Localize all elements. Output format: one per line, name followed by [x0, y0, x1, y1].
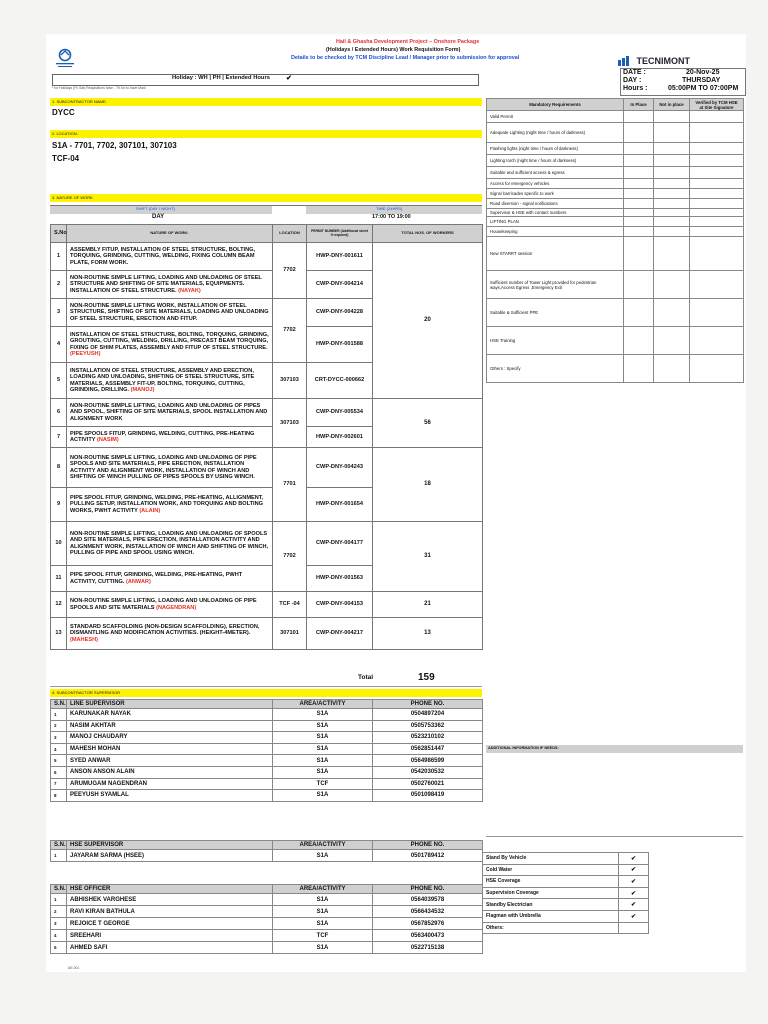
row-no: 10: [51, 522, 67, 566]
requirements-table: [486, 98, 744, 383]
shift-value: DAY: [152, 214, 165, 220]
requirement-label: Access for emergency vehicles: [487, 179, 624, 189]
requirement-label: Adequate Lighting (night time / hours of darkness): [487, 123, 624, 143]
day-label: DAY :: [623, 77, 642, 84]
date-label: DATE :: [623, 69, 646, 76]
work-location: 7702: [273, 243, 307, 299]
person-name: MANOJ CHAUDARY: [67, 732, 273, 744]
not-in-place-cell[interactable]: [654, 199, 690, 209]
table-row: [51, 755, 483, 767]
verified-cell[interactable]: [690, 143, 744, 155]
table-row: [51, 743, 483, 755]
subcontractor-value: DYCC: [52, 108, 75, 117]
checklist-label: Stand By Vehicle: [483, 853, 619, 865]
work-desc: ASSEMBLY FITUP, INSTALLATION OF STEEL STRUCTURE, BOLTING, TORQUING, GRINDING, CUTTING, WELDING, FIXING COLUMN BEAM PLATE, FORM WORK.: [67, 243, 273, 271]
area-activity: S1A: [273, 709, 373, 721]
nature-label: 3. NATURE OF WORK: [52, 195, 93, 200]
work-desc: NON-ROUTINE SIMPLE LIFTING WORK, INSTALLATION OF STEEL STRUCTURE, SHIFTING OF SITE MATERIALS, LOADING AND UNLOADING OF STEEL STRUCTURE, ERECTION AND FITUP.: [67, 299, 273, 327]
row-no: 1: [51, 243, 67, 271]
additional-info-area: [486, 753, 743, 837]
person-name: SYED ANWAR: [67, 755, 273, 767]
checklist-label: Standby Electrician: [483, 899, 619, 911]
not-in-place-cell[interactable]: [654, 189, 690, 199]
area-activity: TCF: [273, 930, 373, 942]
checklist-row: [483, 899, 649, 911]
area-activity: S1A: [273, 755, 373, 767]
extended-hours-check: ✔: [286, 75, 292, 82]
work-desc: PIPE SPOOL FITUP, GRINDING, WELDING, PRE-HEATING, ALLIGNMENT, PULLING SETUP, INSTALLATION WORK, AND TORQUING AND BOLTING WORKS, PWHT ACTIVITY (ALAIN): [67, 488, 273, 522]
row-sn: 1: [51, 850, 67, 862]
row-sn: 3: [51, 918, 67, 930]
holiday-footnote: * for Holidays (Fri Sat) Requisitions have - TK for to have Mark: [52, 86, 146, 90]
table-row: [51, 918, 483, 930]
total-value: 159: [418, 672, 435, 683]
in-place-cell[interactable]: [624, 189, 654, 199]
in-place-cell[interactable]: [624, 217, 654, 227]
phone-number: 0566434532: [373, 906, 483, 918]
col-area: AREA/ACTIVITY: [273, 885, 373, 894]
checklist-row: [483, 864, 649, 876]
not-in-place-cell[interactable]: [654, 217, 690, 227]
col-workers: TOTAL NOS. OF WORKERS: [373, 225, 483, 243]
in-place-cell[interactable]: [624, 143, 654, 155]
verified-cell[interactable]: [690, 199, 744, 209]
work-requisition-form: [46, 34, 746, 972]
table-row: [51, 766, 483, 778]
row-no: 2: [51, 271, 67, 299]
in-place-cell[interactable]: [624, 227, 654, 237]
verified-cell[interactable]: [690, 217, 744, 227]
hse-supervisor-table: [50, 840, 483, 862]
area-activity: S1A: [273, 906, 373, 918]
row-sn: 4: [51, 930, 67, 942]
person-name: ARUMUGAM NAGENDRAN: [67, 778, 273, 790]
row-sn: 4: [51, 743, 67, 755]
checklist-check[interactable]: [619, 922, 649, 934]
requirement-label: Signs/ barricades specific to work: [487, 189, 624, 199]
col-location: LOCATION: [273, 225, 307, 243]
phone-number: 0542030532: [373, 766, 483, 778]
not-in-place-cell[interactable]: [654, 227, 690, 237]
col-nature: NATURE OF WORK:: [67, 225, 273, 243]
row-sn: 3: [51, 732, 67, 744]
checklist-row: [483, 853, 649, 865]
in-place-cell[interactable]: [624, 123, 654, 143]
area-activity: S1A: [273, 732, 373, 744]
requirement-row: [487, 155, 744, 167]
in-place-cell[interactable]: [624, 237, 654, 271]
requirement-row: [487, 217, 744, 227]
not-in-place-cell[interactable]: [654, 209, 690, 217]
requirement-row: [487, 111, 744, 123]
work-location: 7701: [273, 448, 307, 522]
phone-number: 0501789412: [373, 850, 483, 862]
row-sn: 1: [51, 894, 67, 906]
subcontractor-label: 1. SUBCONTRACTOR NAME:: [52, 99, 107, 104]
area-activity: TCF: [273, 778, 373, 790]
not-in-place-cell[interactable]: [654, 299, 690, 327]
verified-cell[interactable]: [690, 155, 744, 167]
person-name: KARUNAKAR NAYAK: [67, 709, 273, 721]
table-row: [51, 720, 483, 732]
workers-count: 13: [373, 618, 483, 650]
checklist-check[interactable]: ✔: [619, 899, 649, 911]
row-no: 11: [51, 566, 67, 592]
person-name: REJOICE T GEORGE: [67, 918, 273, 930]
requirement-row: [487, 189, 744, 199]
adnoc-logo-icon: [52, 48, 78, 70]
person-name: PEEYUSH SYAMLAL: [67, 790, 273, 802]
phone-number: 0523210102: [373, 732, 483, 744]
checklist-row: [483, 922, 649, 934]
location-line-1: S1A - 7701, 7702, 307101, 307103: [52, 141, 177, 150]
checklist-label: HSE Coverage: [483, 876, 619, 888]
table-row: [51, 894, 483, 906]
verified-cell[interactable]: [690, 227, 744, 237]
checklist-check[interactable]: ✔: [619, 853, 649, 865]
in-place-cell[interactable]: [624, 167, 654, 179]
day-value: THURSDAY: [682, 77, 721, 84]
requirement-label: Others : Specify: [487, 355, 624, 383]
checklist-row: [483, 887, 649, 899]
col-line-supervisor: LINE SUPERVISOR: [67, 700, 273, 709]
phone-number: 0522715138: [373, 942, 483, 954]
resource-checklist: [482, 852, 649, 934]
row-no: 6: [51, 399, 67, 427]
verified-cell[interactable]: [690, 179, 744, 189]
col-mandatory: Mandatory Requirements: [487, 99, 624, 111]
row-no: 3: [51, 299, 67, 327]
hours-value: 05:00PM TO 07:00PM: [668, 85, 739, 92]
work-table: [50, 224, 483, 650]
area-activity: S1A: [273, 942, 373, 954]
subcontractor-box: [50, 106, 482, 133]
table-row: [51, 942, 483, 954]
not-in-place-cell[interactable]: [654, 143, 690, 155]
work-location: TCF -04: [273, 592, 307, 618]
row-sn: 8: [51, 790, 67, 802]
permit-number: CRT-DYCC-000662: [307, 363, 373, 399]
col-area: AREA/ACTIVITY: [273, 700, 373, 709]
verified-cell[interactable]: [690, 189, 744, 199]
requirement-label: HSE Training: [487, 327, 624, 355]
permit-number: CWP-DNY-004214: [307, 271, 373, 299]
verified-cell[interactable]: [690, 271, 744, 299]
permit-number: CWP-DNY-004228: [307, 299, 373, 327]
requirement-row: [487, 271, 744, 299]
col-hse-officer: HSE OFFICER: [67, 885, 273, 894]
workers-count: 21: [373, 592, 483, 618]
supervisor-label: 4. SUBCONTRACTOR SUPERVISOR: [52, 690, 121, 695]
row-no: 12: [51, 592, 67, 618]
location-label: 2. LOCATION:: [52, 131, 78, 136]
table-row: [51, 732, 483, 744]
checklist-label: Others:: [483, 922, 619, 934]
person-name: SREEHARI: [67, 930, 273, 942]
requirement-row: [487, 167, 744, 179]
in-place-cell[interactable]: [624, 299, 654, 327]
tecnimont-mark-icon: [618, 56, 632, 66]
col-not-in-place: Not in place: [654, 99, 690, 111]
work-desc: NON-ROUTINE SIMPLE LIFTING, LOADING AND UNLOADING OF PIPES AND SPOOL, SHIFTING OF SITE MATERIALS, SPOOL INSTALLATION AND ALIGNMENT WORK: [67, 399, 273, 427]
requirement-label: Valid Permit: [487, 111, 624, 123]
permit-number: HWP-DNY-002601: [307, 427, 373, 448]
project-title: Hail & Ghasha Development Project – Onshore Package: [336, 39, 480, 45]
verified-cell[interactable]: [690, 327, 744, 355]
phone-number: 0567852976: [373, 918, 483, 930]
additional-info-label: ADDITIONAL INFORMATION IF NEEDS:: [488, 746, 559, 750]
requirement-row: [487, 123, 744, 143]
work-desc: NON-ROUTINE SIMPLE LIFTING, LOADING AND UNLOADING OF SPOOLS AND SITE MATERIALS, PIPE ERECTION, INSTALLATION ACTIVITY AND ALIGNMENT WORK, INSTALLATION OF WINCH AND SHIFTING OF WINCH, PULLING OF PIPE AND SPOOL USING WINCH.: [67, 522, 273, 566]
phone-number: 0501098419: [373, 790, 483, 802]
requirement-row: [487, 299, 744, 327]
checklist-row: [483, 876, 649, 888]
person-name: ANSON ANSON ALAIN: [67, 766, 273, 778]
col-phone: PHONE NO.: [373, 841, 483, 850]
requirement-row: [487, 209, 744, 217]
requirement-label: Housekeeping: [487, 227, 624, 237]
workers-count: 20: [373, 243, 483, 399]
permit-number: HWP-DNY-001588: [307, 327, 373, 363]
requirement-label: Lighting torch (night time / hours of darkness): [487, 155, 624, 167]
verified-cell[interactable]: [690, 167, 744, 179]
work-desc: NON-ROUTINE SIMPLE LIFTING, LOADING AND UNLOADING OF PIPE SPOOLS AND SITE MATERIALS (NAGENDRAN): [67, 592, 273, 618]
not-in-place-cell[interactable]: [654, 179, 690, 189]
requirement-row: [487, 143, 744, 155]
work-desc: PIPE SPOOL FITUP, GRINDING, WELDING, PRE-HEATING, PWHT ACTIVITY, CUTTING. (ANWAR): [67, 566, 273, 592]
company-logo: [52, 48, 78, 70]
hse-officer-table: [50, 884, 483, 954]
col-sn: S.N.: [51, 841, 67, 850]
work-desc: NON-ROUTINE SIMPLE LIFTING, LOADING AND UNLOADING OF STEEL STRUCTURE AND SHIFTING OF SITE MATERIALS, EQUIPMENTS. INSTALLATION OF STEEL STRUCTURE. (NAYAK): [67, 271, 273, 299]
table-row: [51, 906, 483, 918]
form-instructions: Details to be checked by TCM Discipline Lead / Manager prior to submission for approval: [291, 55, 520, 61]
time-value: 17:00 TO 19:00: [372, 214, 411, 220]
checklist-row: [483, 910, 649, 922]
phone-number: 0502760021: [373, 778, 483, 790]
requirement-label: Suitable & Sufficient PPE: [487, 299, 624, 327]
verified-cell[interactable]: [690, 237, 744, 271]
requirement-label: Road diversion - signal notifications: [487, 199, 624, 209]
checklist-label: Supervision Coverage: [483, 887, 619, 899]
row-no: 9: [51, 488, 67, 522]
row-no: 4: [51, 327, 67, 363]
permit-number: CWP-DNY-004243: [307, 448, 373, 488]
phone-number: 0505753362: [373, 720, 483, 732]
table-row: [51, 709, 483, 721]
col-verified: Verified by TCM HSE at Site Signature: [690, 99, 744, 111]
time-label: TIME (24HRS): [376, 206, 403, 211]
requirement-row: [487, 355, 744, 383]
work-desc: PIPE SPOOLS FITUP, GRINDING, WELDING, CUTTING, PRE-HEATING ACTIVITY (NASIM): [67, 427, 273, 448]
area-activity: S1A: [273, 743, 373, 755]
in-place-cell[interactable]: [624, 327, 654, 355]
supervisor-table: [50, 699, 483, 802]
requirement-row: [487, 327, 744, 355]
phone-number: 0564039578: [373, 894, 483, 906]
col-permit: PERMIT NUMBER (Additional sheet if required): [307, 225, 373, 243]
person-name: NASIM AKHTAR: [67, 720, 273, 732]
hours-label: Hours :: [623, 85, 648, 92]
location-label-bar: [50, 130, 482, 138]
in-place-cell[interactable]: [624, 209, 654, 217]
permit-number: HWP-DNY-001563: [307, 566, 373, 592]
in-place-cell[interactable]: [624, 111, 654, 123]
workers-count: 18: [373, 448, 483, 522]
in-place-cell[interactable]: [624, 271, 654, 299]
workers-count: 56: [373, 399, 483, 448]
permit-number: CWP-DNY-004153: [307, 592, 373, 618]
row-no: 8: [51, 448, 67, 488]
requirement-row: [487, 237, 744, 271]
not-in-place-cell[interactable]: [654, 355, 690, 383]
checklist-check[interactable]: ✔: [619, 910, 649, 922]
work-location: 7702: [273, 299, 307, 363]
work-location: 307101: [273, 618, 307, 650]
area-activity: S1A: [273, 720, 373, 732]
requirement-label: Supervisor & HSE with contact numbers: [487, 209, 624, 217]
row-sn: 6: [51, 766, 67, 778]
area-activity: S1A: [273, 918, 373, 930]
date-value: 20-Nov-25: [686, 69, 720, 76]
not-in-place-cell[interactable]: [654, 237, 690, 271]
permit-number: CWP-DNY-004177: [307, 522, 373, 566]
requirement-row: [487, 179, 744, 189]
checklist-check[interactable]: ✔: [619, 876, 649, 888]
person-name: AHMED SAFI: [67, 942, 273, 954]
requirement-label: Flashing lights (night time / hours of darkness): [487, 143, 624, 155]
phone-number: 0504897204: [373, 709, 483, 721]
workers-count: 31: [373, 522, 483, 592]
phone-number: 0563400473: [373, 930, 483, 942]
shift-label: SHIFT (DAY / NIGHT): [136, 206, 175, 211]
verified-cell[interactable]: [690, 111, 744, 123]
permit-number: HWP-DNY-001654: [307, 488, 373, 522]
row-sn: 5: [51, 942, 67, 954]
col-hse-supervisor: HSE SUPERVISOR: [67, 841, 273, 850]
work-desc: INSTALLATION OF STEEL STRUCTURE, BOLTING, TORQUING, GRINDING, GROUTING, CUTTING, WELDING, DRILLING, PRECAST BEAM TORQUING, FIXING OF SHIM PLATES, ASSEMBLY AND FITUP OF STEEL STRUCTURE. (PEEYUSH): [67, 327, 273, 363]
total-label: Total: [358, 674, 374, 681]
requirement-label: New STARRT session: [487, 237, 624, 271]
row-no: 5: [51, 363, 67, 399]
row-sn: 1: [51, 709, 67, 721]
row-sn: 5: [51, 755, 67, 767]
phone-number: 0562851447: [373, 743, 483, 755]
row-sn: 2: [51, 720, 67, 732]
permit-number: CWP-DNY-004217: [307, 618, 373, 650]
requirement-label: LIFTING PLAN: [487, 217, 624, 227]
requirement-row: [487, 199, 744, 209]
verified-cell[interactable]: [690, 299, 744, 327]
not-in-place-cell[interactable]: [654, 271, 690, 299]
area-activity: S1A: [273, 790, 373, 802]
work-desc: INSTALLATION OF STEEL STRUCTURE, ASSEMBLY AND ERECTION, LOADING AND UNLOADING, SHIFTING OF STEEL STRUCTURE, SITE MATERIALS, ASSEMBLY FIT-UP, BOLTING, TORQUING, CUTTING, GRINDING, DRILLING. (MANOJ): [67, 363, 273, 399]
work-location: 307103: [273, 363, 307, 399]
col-sn: S.N.: [51, 700, 67, 709]
shift-header: [50, 205, 482, 224]
row-no: 7: [51, 427, 67, 448]
work-desc: NON-ROUTINE SIMPLE LIFTING, LOADING AND UNLOADING OF PIPE SPOOLS AND SITE MATERIALS, PIPE ERECTION, INSTALLATION ACTIVITY AND ALIGNMENT WORK, INSTALLATION OF WINCH AND SHIFTING OF WINCH PULLING OF PIPES SPOOLS BY USING WINCH.: [67, 448, 273, 488]
not-in-place-cell[interactable]: [654, 167, 690, 179]
table-row: [51, 930, 483, 942]
person-name: RAVI KIRAN BATHULA: [67, 906, 273, 918]
col-area: AREA/ACTIVITY: [273, 841, 373, 850]
person-name: JAYARAM SARMA (HSEE): [67, 850, 273, 862]
checklist-check[interactable]: ✔: [619, 864, 649, 876]
table-row: [51, 790, 483, 802]
subcontractor-label-bar: [50, 98, 482, 106]
area-activity: S1A: [273, 766, 373, 778]
area-activity: S1A: [273, 894, 373, 906]
person-name: ABHISHEK VARGHESE: [67, 894, 273, 906]
table-row: [51, 778, 483, 790]
row-no: 13: [51, 618, 67, 650]
checklist-check[interactable]: ✔: [619, 887, 649, 899]
in-place-cell[interactable]: [624, 179, 654, 189]
verified-cell[interactable]: [690, 209, 744, 217]
col-in-place: In Place: [624, 99, 654, 111]
verified-cell[interactable]: [690, 355, 744, 383]
row-sn: 2: [51, 906, 67, 918]
in-place-cell[interactable]: [624, 155, 654, 167]
col-sn: S.N.: [51, 885, 67, 894]
location-line-2: TCF-04: [52, 154, 80, 163]
form-subtitle: (Holidays / Extended Hours) Work Requisition Form): [326, 47, 461, 53]
col-phone: PHONE NO.: [373, 885, 483, 894]
nature-label-bar: [50, 194, 482, 202]
verified-cell[interactable]: [690, 123, 744, 143]
not-in-place-cell[interactable]: [654, 327, 690, 355]
col-sno: S.No: [51, 225, 67, 243]
work-desc: STANDARD SCAFFOLDING (NON-DESIGN SCAFFOLDING), ERECTION, DISMANTLING AND MODIFICATION ACTIVITIES. (HEIGHT-4METER). (MAHESH): [67, 618, 273, 650]
area-activity: S1A: [273, 850, 373, 862]
phone-number: 0564986599: [373, 755, 483, 767]
person-name: MAHESH MOHAN: [67, 743, 273, 755]
in-place-cell[interactable]: [624, 355, 654, 383]
checklist-label: Flagman with Umbrella: [483, 910, 619, 922]
footer-code: AE-001: [68, 966, 80, 970]
checklist-label: Cold Water: [483, 864, 619, 876]
requirement-label: Sufficient number of Tower Light provided for pedestrian ways,Access Egress ,Emergency Exit: [487, 271, 624, 299]
work-location: 307103: [273, 399, 307, 448]
not-in-place-cell[interactable]: [654, 111, 690, 123]
not-in-place-cell[interactable]: [654, 155, 690, 167]
permit-number: CWP-DNY-005534: [307, 399, 373, 427]
not-in-place-cell[interactable]: [654, 123, 690, 143]
row-sn: 7: [51, 778, 67, 790]
col-phone: PHONE NO.: [373, 700, 483, 709]
requirement-row: [487, 227, 744, 237]
requirement-label: Suitable and sufficient access & egress: [487, 167, 624, 179]
holiday-options: Holiday : WH | PH | Extended Hours: [172, 75, 270, 81]
table-row: [51, 850, 483, 862]
brand-name: TECNIMONT: [636, 55, 690, 66]
work-location: 7702: [273, 522, 307, 592]
in-place-cell[interactable]: [624, 199, 654, 209]
permit-number: HWP-DNY-001611: [307, 243, 373, 271]
